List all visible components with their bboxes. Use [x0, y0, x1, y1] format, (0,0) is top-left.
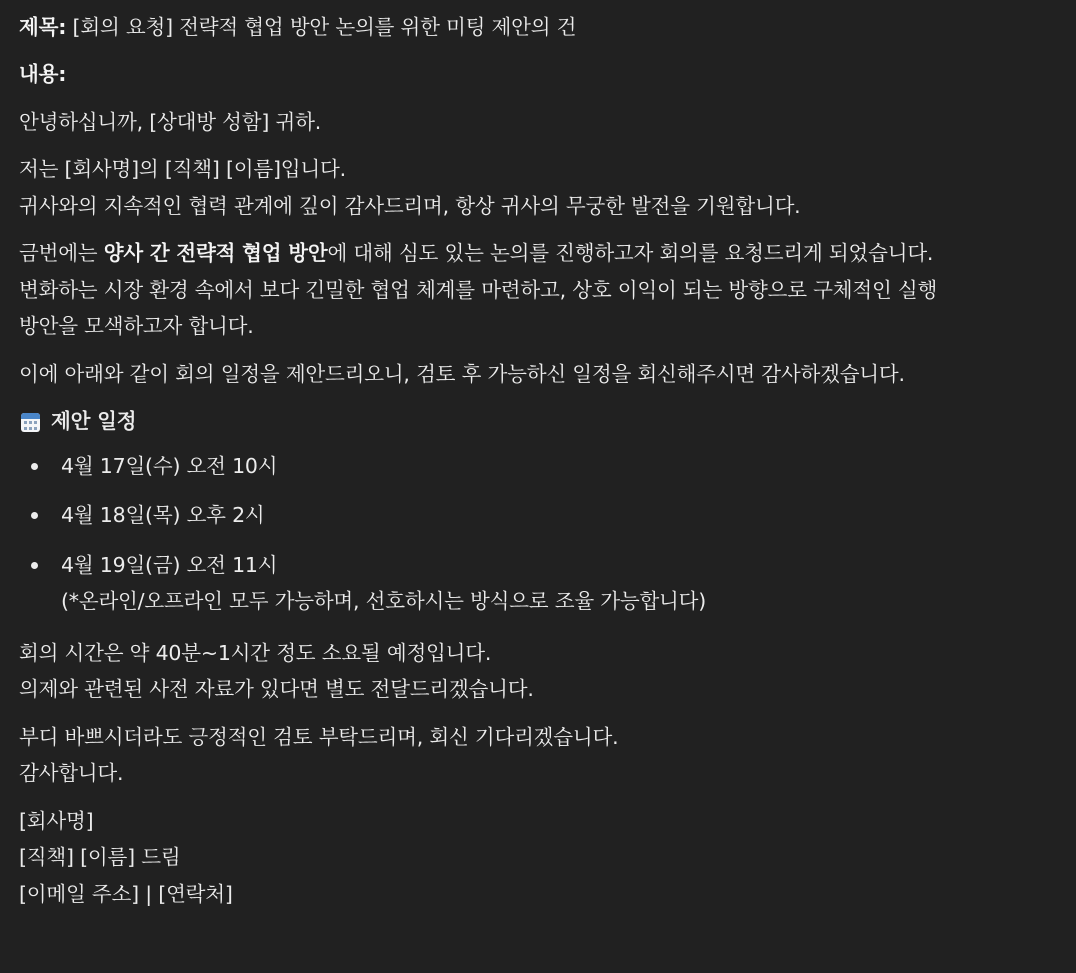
signature-title-name: [직책] [이름] 드림 [19, 845, 181, 870]
duration-line-2: 의제와 관련된 사전 자료가 있다면 별도 전달드리겠습니다. [19, 677, 534, 702]
signature-contact: [이메일 주소] | [연락처] [19, 881, 233, 906]
purpose-after: 에 대해 심도 있는 논의를 진행하고자 회의를 요청드리게 되었습니다. [327, 241, 934, 266]
subject-line [19, 9, 1069, 45]
closing-line-1: 부디 바쁘시더라도 긍정적인 검토 부탁드리며, 회신 기다리겠습니다. [19, 724, 619, 749]
schedule-heading-text: 제안 일정 [51, 409, 137, 434]
proposal-paragraph: 이에 아래와 같이 회의 일정을 제안드리오니, 검토 후 가능하신 일정을 회신해주시면 감사하겠습니다. [19, 361, 905, 386]
closing-line-2: 감사합니다. [19, 761, 124, 786]
duration-line-1: 회의 시간은 약 40분~1시간 정도 소요될 예정입니다. [19, 640, 492, 665]
schedule-item-2: 4월 18일(목) 오후 2시 [19, 497, 1069, 533]
schedule-heading [19, 403, 1069, 439]
intro-paragraph [19, 151, 1069, 224]
schedule-note: (*온라인/오프라인 모두 가능하며, 선호하시는 방식으로 조율 가능합니다) [61, 589, 707, 614]
purpose-line-2: 변화하는 시장 환경 속에서 보다 긴밀한 협업 체계를 마련하고, 상호 이익이 되는 방향으로 구체적인 실행 [19, 277, 938, 302]
subject-label: 제목: [19, 15, 67, 39]
schedule-item-1: 4월 17일(수) 오전 10시 [19, 448, 1069, 484]
purpose-before: 금번에는 [19, 241, 104, 266]
schedule-item-3: 4월 19일(금) 오전 11시 (*온라인/오프라인 모두 가능하며, 선호하시는 방식으로 조율 가능합니다) [19, 547, 1069, 620]
duration-paragraph [19, 635, 1069, 708]
signature-company: [회사명] [19, 808, 94, 833]
intro-line-2: 귀사와의 지속적인 협력 관계에 깊이 감사드리며, 항상 귀사의 무궁한 발전을 기원합니다. [19, 193, 801, 218]
intro-line-1: 저는 [회사명]의 [직책] [이름]입니다. [19, 157, 346, 182]
schedule-list [19, 448, 1069, 620]
calendar-icon [21, 413, 40, 432]
subject-text: [회의 요청] 전략적 협업 방안 논의를 위한 미팅 제안의 건 [72, 15, 577, 39]
purpose-paragraph [19, 235, 1069, 344]
content-label: 내용: [19, 62, 67, 87]
email-body [19, 9, 1069, 923]
purpose-line-3: 방안을 모색하고자 합니다. [19, 314, 254, 339]
signature-block [19, 803, 1069, 912]
greeting: 안녕하십니까, [상대방 성함] 귀하. [19, 109, 322, 134]
closing-paragraph [19, 719, 1069, 792]
purpose-bold: 양사 간 전략적 협업 방안 [103, 241, 328, 266]
